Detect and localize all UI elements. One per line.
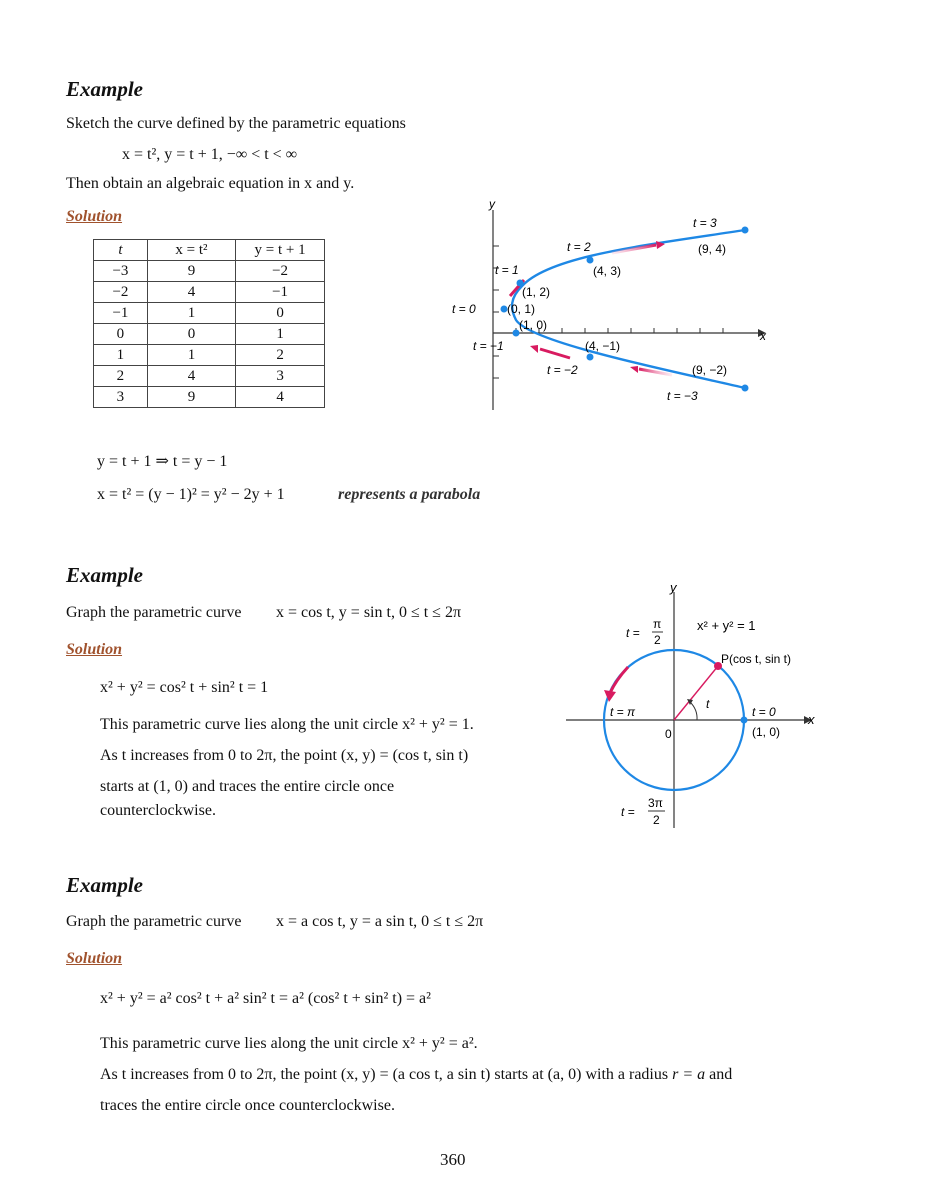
t-label: t = −3 xyxy=(667,389,698,403)
table-cell: −1 xyxy=(94,303,148,324)
t-label: t = 1 xyxy=(495,263,519,277)
table-cell: 1 xyxy=(147,345,235,366)
table-cell: 0 xyxy=(236,303,325,324)
example-1-equations-text: x = t², y = t + 1, −∞ < t < ∞ xyxy=(122,146,298,163)
curve-point xyxy=(742,227,749,234)
table-cell: 3 xyxy=(236,366,325,387)
direction-arrow xyxy=(610,667,628,693)
table-cell: 0 xyxy=(94,324,148,345)
curve-point xyxy=(587,354,594,361)
example-3-title: Example xyxy=(66,873,143,897)
origin-label: 0 xyxy=(665,727,672,741)
example-1-step-1: y = t + 1 ⇒ t = y − 1 xyxy=(97,453,228,470)
table-cell: −2 xyxy=(236,261,325,282)
example-3-line-2 xyxy=(100,1066,732,1084)
point-label: (9, −2) xyxy=(692,363,728,377)
t-label: t = 2 xyxy=(567,240,591,254)
point-label: (4, 3) xyxy=(593,264,622,278)
y-axis-label: y xyxy=(489,197,495,211)
table-cell: −2 xyxy=(94,282,148,303)
table-cell: −3 xyxy=(94,261,148,282)
page-number: 360 xyxy=(440,1150,466,1169)
example-1-then: Then obtain an algebraic equation in x and y. xyxy=(66,175,355,192)
table-row xyxy=(94,324,325,345)
example-1-prompt: Sketch the curve defined by the parametric equations xyxy=(66,115,406,132)
example-2-line-1-eq: x² + y² = 1. xyxy=(402,716,474,733)
curve-point xyxy=(587,257,594,264)
t-half-pi-prefix: t = xyxy=(626,626,640,640)
t-label: t = 0 xyxy=(452,302,476,316)
table-row xyxy=(94,345,325,366)
t-label: t = 3 xyxy=(693,216,717,230)
table-cell: 9 xyxy=(147,387,235,408)
parabola-note: represents a parabola xyxy=(338,486,481,503)
table-cell: 4 xyxy=(147,282,235,303)
table-cell: 4 xyxy=(147,366,235,387)
table-header: t xyxy=(94,240,148,261)
table-cell: 1 xyxy=(236,324,325,345)
x-axis-label: x xyxy=(760,329,766,343)
table-row xyxy=(94,261,325,282)
direction-arrowhead xyxy=(630,366,638,373)
example-2-prompt: Graph the parametric curve xyxy=(66,604,242,621)
example-2-solution-label: Solution xyxy=(66,641,123,658)
point-label: (1, 2) xyxy=(522,285,551,299)
point-label: (9, 4) xyxy=(698,242,727,256)
example-3-line-2-tail: starts at (a, 0) with a radius xyxy=(494,1066,669,1083)
x-axis-label: x xyxy=(808,712,815,727)
table-cell: 1 xyxy=(147,303,235,324)
example-2-line-3: starts at (1, 0) and traces the entire circle once xyxy=(100,778,395,795)
example-1-solution-label: Solution xyxy=(66,208,123,225)
example-2-line-4: counterclockwise. xyxy=(100,802,216,819)
example-2-step-1: x² + y² = cos² t + sin² t = 1 xyxy=(100,679,269,696)
example-3-radius: r = a xyxy=(672,1066,706,1083)
example-3-line-2-and: and xyxy=(709,1066,733,1083)
example-3-equations: x = a cos t, y = a sin t, 0 ≤ t ≤ 2π xyxy=(276,913,484,930)
t-zero-point: (1, 0) xyxy=(752,725,781,739)
angle-label: t xyxy=(706,697,710,711)
table-header: y = t + 1 xyxy=(236,240,325,261)
direction-arrow xyxy=(540,349,570,358)
start-point xyxy=(741,717,748,724)
curve-point xyxy=(742,385,749,392)
t-zero-label: t = 0 xyxy=(752,705,776,719)
example-3-line-1 xyxy=(100,1035,478,1053)
point-label: (1, 0) xyxy=(519,318,548,332)
example-2-equations: x = cos t, y = sin t, 0 ≤ t ≤ 2π xyxy=(276,604,462,621)
table-cell: 3 xyxy=(94,387,148,408)
table-header: x = t² xyxy=(147,240,235,261)
table-row xyxy=(94,303,325,324)
unit-circle-figure xyxy=(566,580,826,830)
example-2-line-1 xyxy=(100,716,474,734)
table-cell: −1 xyxy=(236,282,325,303)
angle-arc xyxy=(690,702,697,720)
example-3-line-1-text: This parametric curve lies along the unit circle xyxy=(100,1035,399,1052)
example-1-title: Example xyxy=(66,77,143,101)
table-cell: 9 xyxy=(147,261,235,282)
point-p-label: P(cos t, sin t) xyxy=(721,652,792,666)
t-half-pi-denominator: 2 xyxy=(654,633,661,647)
table-header-row xyxy=(94,240,325,261)
values-table xyxy=(93,239,325,408)
t-label: t = −1 xyxy=(473,339,504,353)
example-3-line-2-text: As t increases from 0 to 2π, the point xyxy=(100,1066,337,1083)
table-row xyxy=(94,387,325,408)
t-3half-pi-denominator: 2 xyxy=(653,813,660,827)
point-label: (0, 1) xyxy=(507,302,536,316)
point-label: (4, −1) xyxy=(585,339,621,353)
example-3-step-1: x² + y² = a² cos² t + a² sin² t = a² (cos² t + sin² t) = a² xyxy=(100,990,431,1007)
table-cell: 2 xyxy=(94,366,148,387)
example-2-line-1-text: This parametric curve lies along the unit circle xyxy=(100,716,399,733)
table-row xyxy=(94,282,325,303)
example-2-line-2 xyxy=(100,747,468,765)
parabola-figure xyxy=(440,196,770,414)
example-3-line-3: traces the entire circle once counterclockwise. xyxy=(100,1097,395,1114)
table-cell: 0 xyxy=(147,324,235,345)
t-half-pi-numerator: π xyxy=(653,617,662,631)
t-3half-pi-prefix: t = xyxy=(621,805,635,819)
y-axis-label: y xyxy=(670,580,677,595)
table-cell: 4 xyxy=(236,387,325,408)
example-3-line-1-eq: x² + y² = a². xyxy=(402,1035,478,1052)
example-1-equations xyxy=(122,146,297,164)
circle-equation: x² + y² = 1 xyxy=(697,618,756,633)
example-3-prompt: Graph the parametric curve xyxy=(66,913,242,930)
example-2-title: Example xyxy=(66,563,143,587)
example-3-line-2-eq: (x, y) = (a cos t, a sin t) xyxy=(340,1066,491,1083)
example-2-line-2-eq: (x, y) = (cos t, sin t) xyxy=(340,747,469,764)
t-3half-pi-numerator: 3π xyxy=(648,796,663,810)
example-1-step-2: x = t² = (y − 1)² = y² − 2y + 1 xyxy=(97,486,285,503)
table-row xyxy=(94,366,325,387)
table-cell: 2 xyxy=(236,345,325,366)
table-cell: 1 xyxy=(94,345,148,366)
t-pi-label: t = π xyxy=(610,705,636,719)
example-2-line-2-text: As t increases from 0 to 2π, the point xyxy=(100,747,337,764)
t-label: t = −2 xyxy=(547,363,578,377)
example-3-solution-label: Solution xyxy=(66,950,123,967)
direction-arrowhead xyxy=(530,345,538,353)
